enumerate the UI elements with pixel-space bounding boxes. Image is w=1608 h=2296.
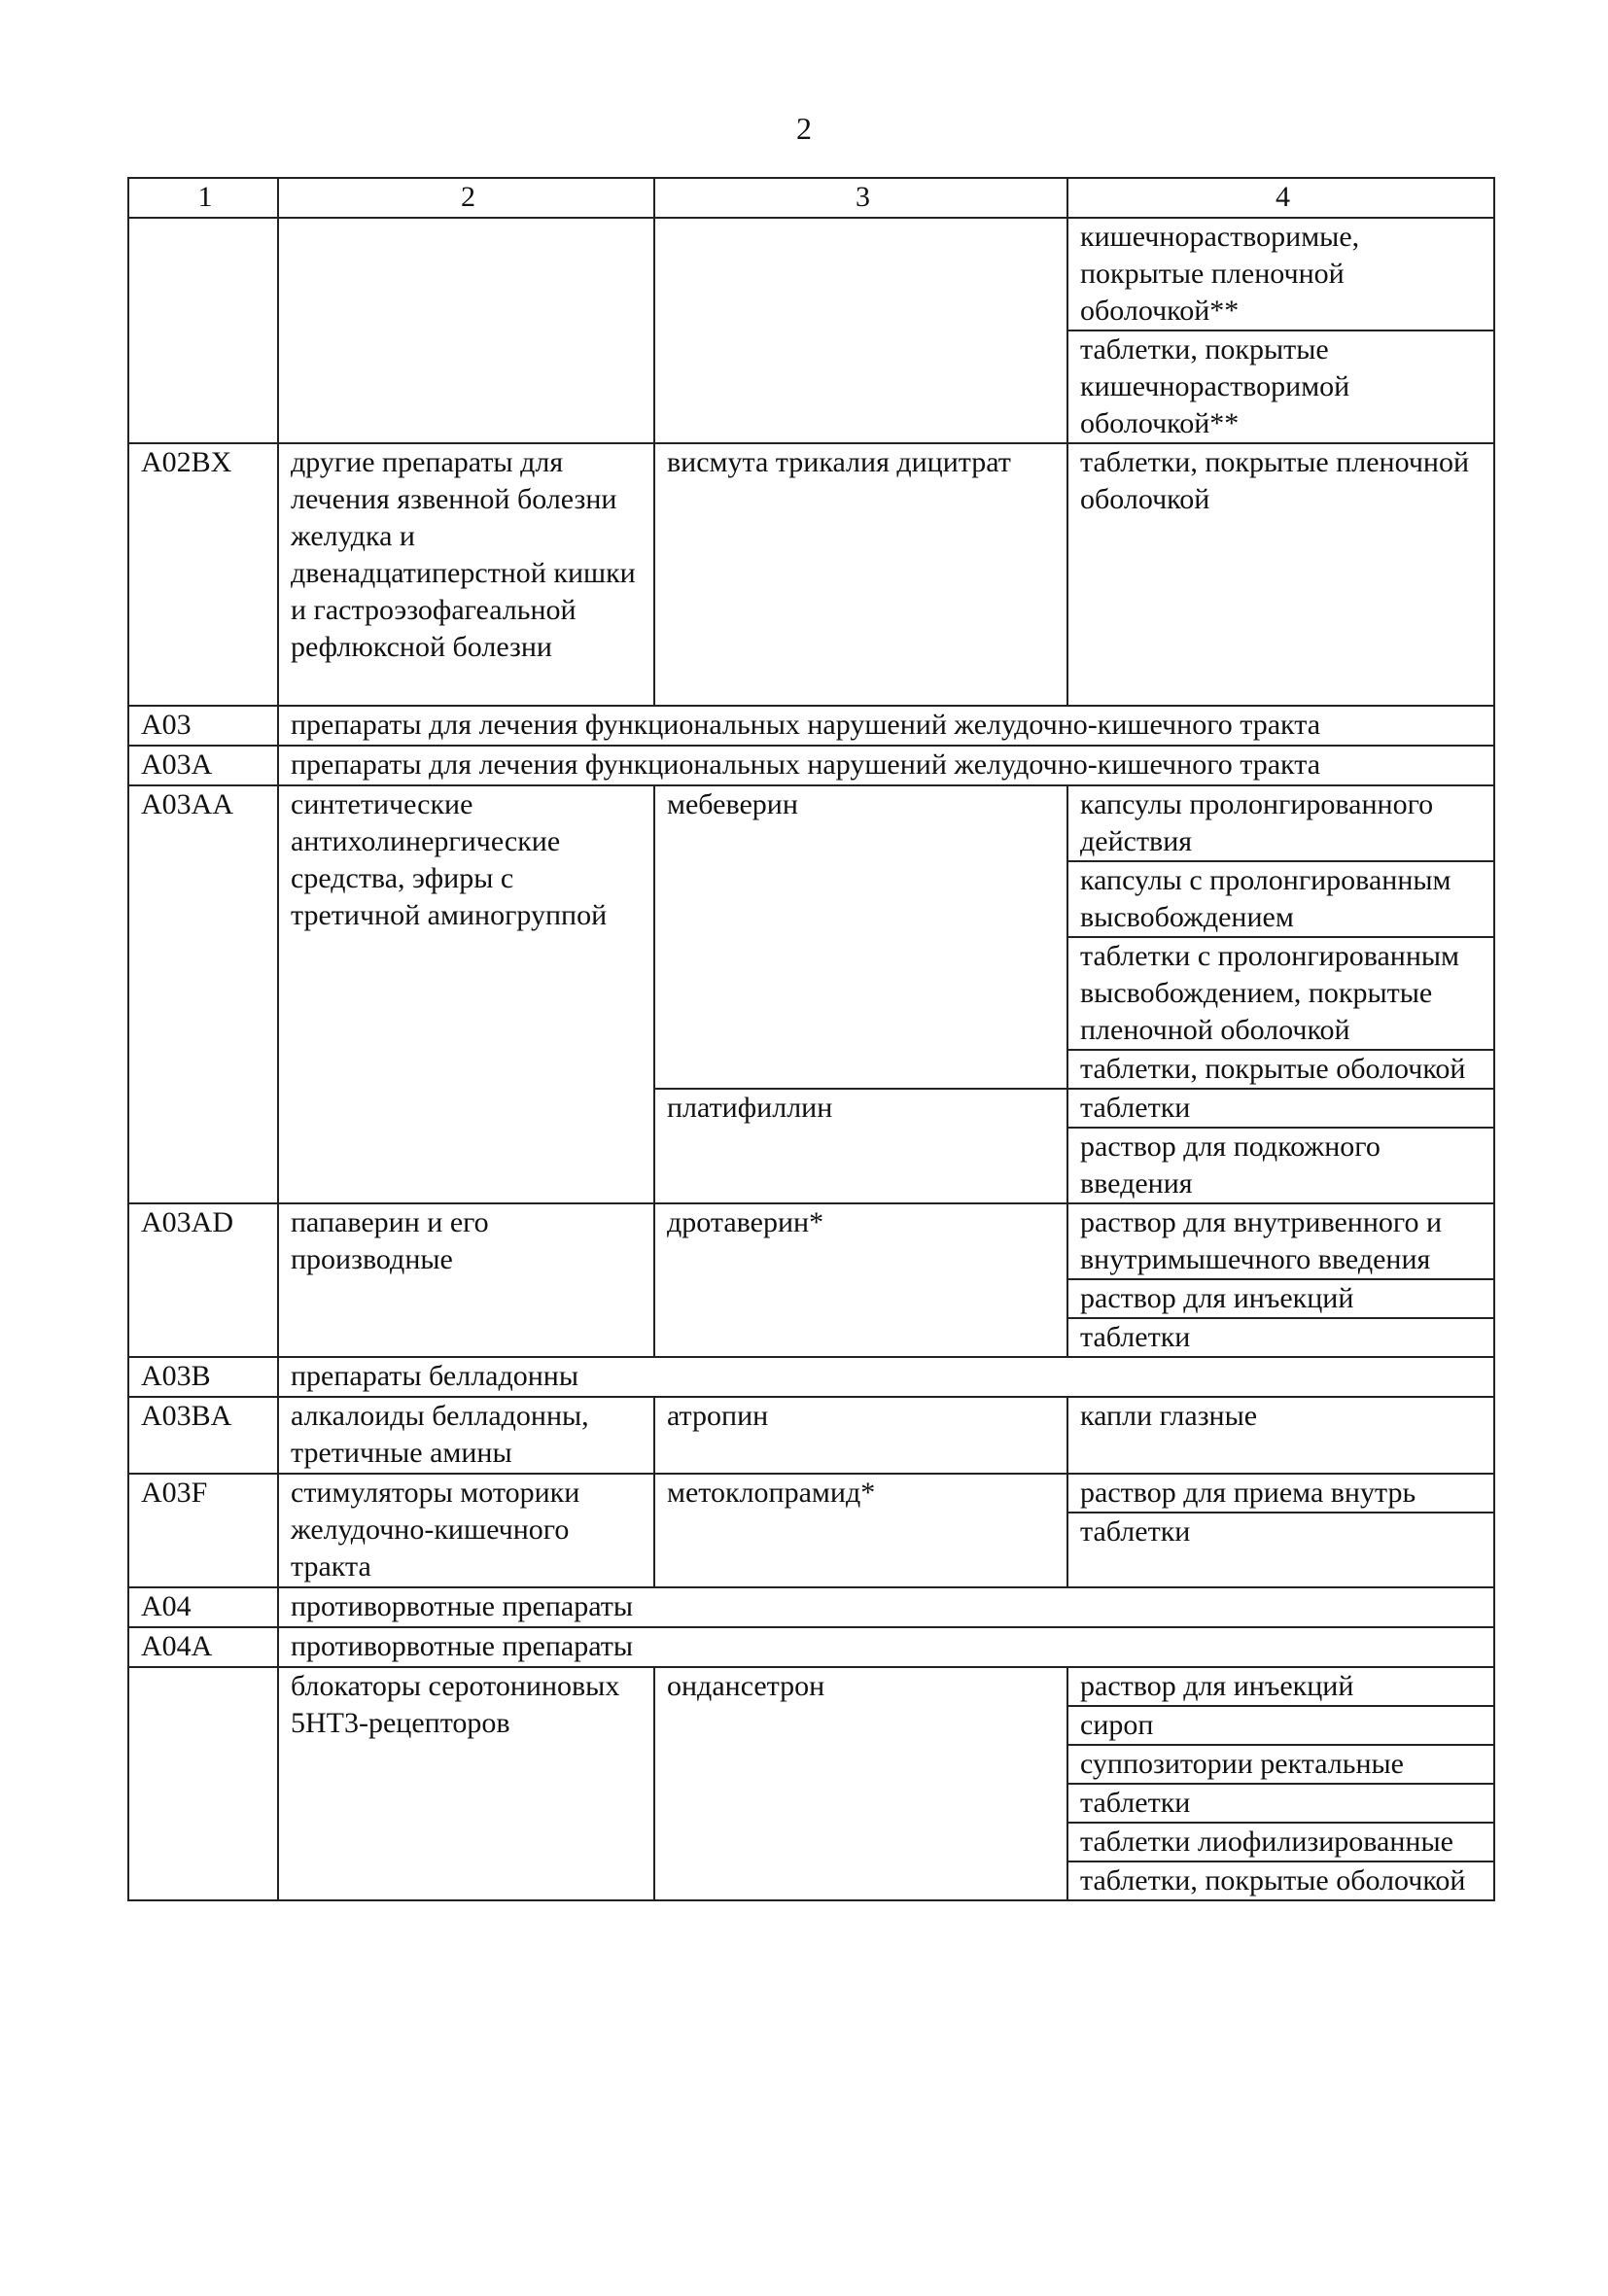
table-row bbox=[128, 1627, 1494, 1667]
group-cell: препараты белладонны bbox=[278, 1357, 1494, 1397]
form-item: суппозитории ректальные bbox=[1068, 1746, 1493, 1785]
table-header-row bbox=[128, 178, 1494, 218]
drug-cell: дротаверин* bbox=[654, 1203, 1067, 1357]
code-cell: A04 bbox=[128, 1587, 278, 1627]
form-item: таблетки bbox=[1068, 1090, 1493, 1129]
group-cell: противорвотные препараты bbox=[278, 1627, 1494, 1667]
group-cell: препараты для лечения функциональных нарушений желудочно-кишечного тракта bbox=[278, 706, 1494, 746]
drug-table bbox=[127, 177, 1495, 1901]
group-cell: блокаторы серотониновых 5HT3-рецепторов bbox=[278, 1667, 654, 1900]
header-col-4: 4 bbox=[1067, 178, 1494, 218]
form-item: таблетки bbox=[1080, 1515, 1191, 1548]
code-cell: A03B bbox=[128, 1357, 278, 1397]
drug-cell: ондансетрон bbox=[654, 1667, 1067, 1900]
code-cell: A03AA bbox=[128, 785, 278, 1203]
form-item: таблетки с пролонгированным высвобождением, покрытые пленочной оболочкой bbox=[1068, 938, 1493, 1051]
drug-cell: атропин bbox=[654, 1397, 1067, 1474]
drug-cell: платифиллин bbox=[654, 1089, 1067, 1203]
table-row bbox=[128, 706, 1494, 746]
table-row bbox=[128, 443, 1494, 706]
form-item: сироп bbox=[1068, 1707, 1493, 1746]
form-item: таблетки, покрытые оболочкой bbox=[1080, 1864, 1466, 1896]
form-item: кишечнорастворимые, покрытые пленочной оболочкой** bbox=[1068, 219, 1493, 331]
header-col-1: 1 bbox=[128, 178, 278, 218]
code-cell: A03 bbox=[128, 706, 278, 746]
form-item: таблетки лиофилизированные bbox=[1068, 1824, 1493, 1862]
group-cell bbox=[278, 218, 654, 443]
form-item: капсулы с пролонгированным высвобождением bbox=[1068, 862, 1493, 938]
table-row bbox=[128, 785, 1494, 1089]
form-item: таблетки bbox=[1080, 1321, 1191, 1353]
form-item: таблетки, покрытые кишечнорастворимой оболочкой** bbox=[1080, 333, 1350, 439]
code-cell: A03AD bbox=[128, 1203, 278, 1357]
group-cell: синтетические антихолинергические средства, эфиры с третичной аминогруппой bbox=[278, 785, 654, 1203]
header-col-2: 2 bbox=[278, 178, 654, 218]
form-item: таблетки bbox=[1068, 1785, 1493, 1824]
forms-cell bbox=[1067, 785, 1494, 1089]
group-cell: препараты для лечения функциональных нарушений желудочно-кишечного тракта bbox=[278, 746, 1494, 785]
code-cell: A04A bbox=[128, 1627, 278, 1667]
table-row bbox=[128, 1474, 1494, 1587]
table-row bbox=[128, 1203, 1494, 1357]
drug-cell: метоклопрамид* bbox=[654, 1474, 1067, 1587]
forms-cell bbox=[1067, 1474, 1494, 1587]
code-cell: A02BX bbox=[128, 443, 278, 706]
code-cell bbox=[128, 1667, 278, 1900]
group-cell: папаверин и его производные bbox=[278, 1203, 654, 1357]
forms-cell bbox=[1067, 1397, 1494, 1474]
forms-cell bbox=[1067, 1667, 1494, 1900]
table-row bbox=[128, 218, 1494, 443]
forms-cell bbox=[1067, 218, 1494, 443]
form-item: таблетки, покрытые пленочной оболочкой bbox=[1080, 446, 1470, 515]
form-item: таблетки, покрытые оболочкой bbox=[1080, 1053, 1466, 1085]
forms-cell bbox=[1067, 443, 1494, 706]
form-item: раствор для приема внутрь bbox=[1068, 1475, 1493, 1513]
form-item: раствор для инъекций bbox=[1068, 1668, 1493, 1707]
code-cell bbox=[128, 218, 278, 443]
table-row bbox=[128, 746, 1494, 785]
drug-cell bbox=[654, 218, 1067, 443]
table-row bbox=[128, 1587, 1494, 1627]
forms-cell bbox=[1067, 1203, 1494, 1357]
code-cell: A03F bbox=[128, 1474, 278, 1587]
table-row bbox=[128, 1357, 1494, 1397]
form-item: раствор для подкожного введения bbox=[1080, 1131, 1381, 1200]
group-cell: стимуляторы моторики желудочно-кишечного тракта bbox=[278, 1474, 654, 1587]
header-col-3: 3 bbox=[654, 178, 1067, 218]
form-item: капсулы пролонгированного действия bbox=[1068, 786, 1493, 862]
form-item: капли глазные bbox=[1080, 1400, 1258, 1432]
group-cell: алкалоиды белладонны, третичные амины bbox=[278, 1397, 654, 1474]
code-cell: A03A bbox=[128, 746, 278, 785]
group-cell: другие препараты для лечения язвенной болезни желудка и двенадцатиперстной кишки и гастроэзофагеальной рефлюксной болезни bbox=[278, 443, 654, 706]
form-item: раствор для инъекций bbox=[1068, 1280, 1493, 1319]
drug-cell: висмута трикалия дицитрат bbox=[654, 443, 1067, 706]
forms-cell bbox=[1067, 1089, 1494, 1203]
group-cell: противорвотные препараты bbox=[278, 1587, 1494, 1627]
code-cell: A03BA bbox=[128, 1397, 278, 1474]
form-item: раствор для внутривенного и внутримышечного введения bbox=[1068, 1204, 1493, 1280]
table-row bbox=[128, 1667, 1494, 1900]
page-number: 2 bbox=[796, 111, 812, 146]
drug-cell: мебеверин bbox=[654, 785, 1067, 1089]
table-row bbox=[128, 1397, 1494, 1474]
